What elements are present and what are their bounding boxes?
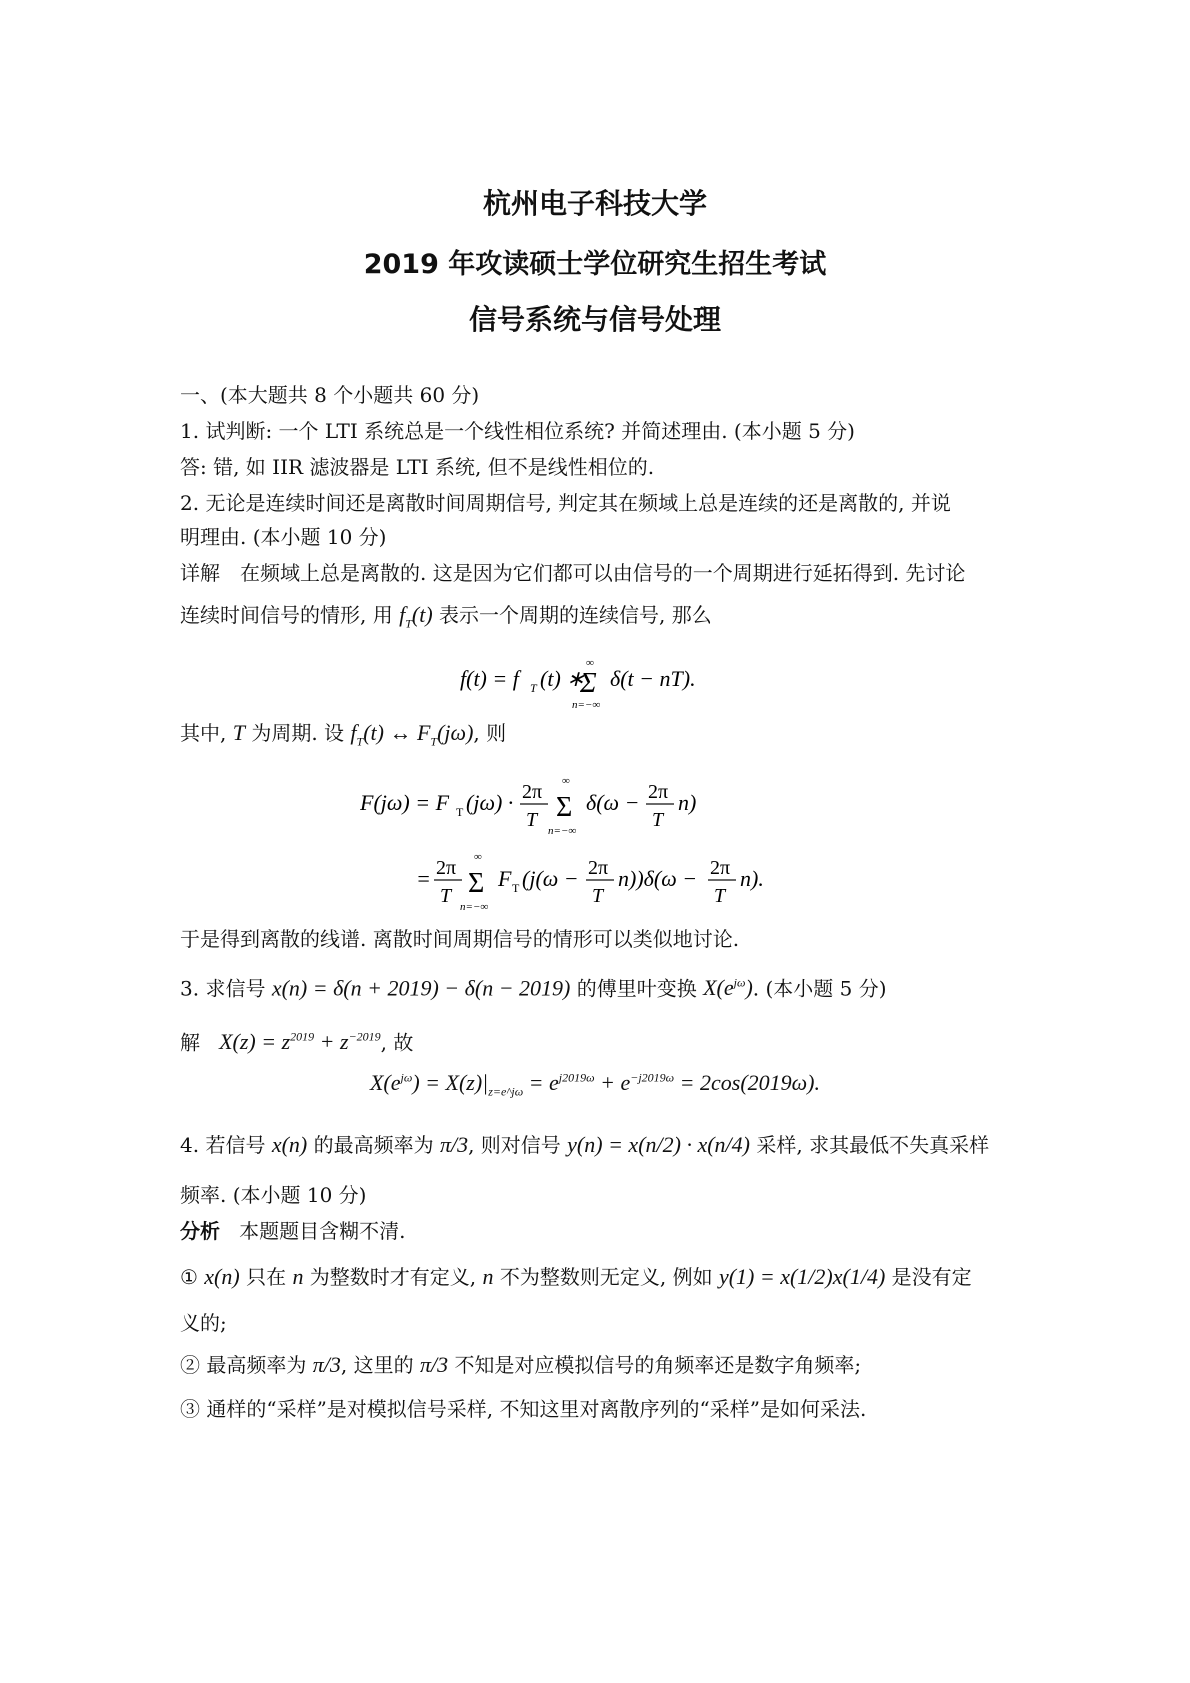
q3-sol-label: 解 [180, 1030, 200, 1055]
svg-text:(j(ω −: (j(ω − [522, 866, 579, 891]
q3-sol-text: , 故 [380, 1030, 414, 1055]
q4-text-b: 的最高频率为 [313, 1133, 434, 1157]
svg-text:F(jω) = F: F(jω) = F [360, 790, 450, 815]
svg-text:Σ: Σ [556, 792, 573, 823]
svg-text:2π: 2π [436, 857, 457, 879]
p1-text-b: 只在 [246, 1265, 287, 1289]
q4-analysis-label: 分析 [180, 1219, 220, 1243]
section-heading: 一、(本大题共 8 个小题共 60 分) [180, 383, 480, 407]
p1-n1: n [292, 1264, 304, 1289]
q2-question-line2: 明理由. (本小题 10 分) [180, 525, 387, 549]
q3-solution [180, 1022, 413, 1057]
svg-text:(t) ∗: (t) ∗ [540, 666, 585, 691]
q4-question [180, 1130, 989, 1160]
q2-detail-line2 [180, 600, 712, 638]
q3-text-c: . (本小题 5 分) [752, 976, 887, 1001]
svg-text:δ(t − nT).: δ(t − nT). [610, 666, 696, 691]
q1-question: 1. 试判断: 一个 LTI 系统总是一个线性相位系统? 并简述理由. (本小题 5 分) [180, 419, 855, 443]
p2-text-b: , 这里的 [340, 1353, 414, 1377]
p2-text-c: 不知是对应模拟信号的角频率还是数字角频率; [454, 1353, 862, 1377]
svg-text:2π: 2π [522, 781, 543, 803]
p1-y1: y(1) = x(1/2)x(1/4) [718, 1264, 886, 1289]
p1-xn: x(n) [204, 1264, 240, 1289]
svg-text:T: T [512, 881, 520, 895]
where-text-b: 为周期. 设 [251, 721, 345, 745]
q2-detail-text-a: 连续时间信号的情形, 用 [180, 603, 393, 627]
q2-question-line1: 2. 无论是连续时间还是离散时间周期信号, 判定其在频域上总是连续的还是离散的, 并说 [180, 491, 951, 515]
q4-text-c: , 则对信号 [468, 1133, 561, 1157]
svg-text:δ(ω −: δ(ω − [586, 790, 640, 815]
q3-signal: x(n) = δ(n + 2019) − δ(n − 2019) [271, 975, 571, 1001]
svg-text:T: T [530, 681, 537, 695]
p1-bullet: ① [180, 1265, 198, 1289]
q2-detail-text-b: 表示一个周期的连续信号, 那么 [439, 603, 712, 627]
q4-point1 [180, 1262, 972, 1292]
svg-text:T: T [456, 805, 464, 819]
q4-pi3: π/3 [439, 1132, 469, 1157]
where-text-c: , 则 [473, 721, 507, 745]
q4-point3: ③ 通样的“采样”是对模拟信号采样, 不知这里对离散序列的“采样”是如何采法. [180, 1397, 867, 1421]
svg-text:Σ: Σ [580, 668, 597, 699]
svg-text:n))δ(ω −: n))δ(ω − [618, 866, 698, 891]
q4-point2 [180, 1350, 861, 1380]
q3-Xz: $X(z) = z^{2019} + z^{-2019}$ [219, 1029, 381, 1055]
q2-where-line [180, 718, 506, 756]
svg-text:2π: 2π [588, 857, 609, 879]
equation-3-graphic [416, 846, 776, 918]
q2-equation-3 [416, 846, 776, 922]
school-title: 杭州电子科技大学 [482, 187, 707, 220]
p1-text-e: 是没有定 [891, 1265, 972, 1289]
p2-pi3a: π/3 [312, 1352, 341, 1377]
q2-fT-inline: $f_T(t)$ [399, 602, 433, 631]
equation-1-graphic [460, 652, 730, 712]
p1-text-c: 为整数时才有定义, [309, 1265, 477, 1289]
svg-text:T: T [652, 809, 664, 831]
svg-text:∞: ∞ [562, 775, 570, 787]
q4-yn: y(n) = x(n/2) · x(n/4) [567, 1132, 750, 1157]
svg-text:∞: ∞ [586, 657, 594, 669]
svg-text:2π: 2π [710, 857, 731, 879]
svg-text:Σ: Σ [468, 868, 485, 899]
svg-text:n=−∞: n=−∞ [548, 825, 577, 837]
q4-question-line2: 频率. (本小题 10 分) [180, 1183, 367, 1207]
q3-text-a: 3. 求信号 [180, 976, 266, 1001]
where-T: T [232, 720, 245, 745]
q2-detail-line1: 详解 在频域上总是离散的. 这是因为它们都可以由信号的一个周期进行延拓得到. 先讨论 [180, 561, 966, 585]
svg-text:T: T [440, 885, 452, 907]
q4-analysis [180, 1216, 405, 1246]
svg-text:n).: n). [740, 866, 764, 891]
subject-title: 信号系统与信号处理 [468, 303, 721, 336]
p1-n2: n [482, 1264, 494, 1289]
q2-equation-2 [360, 770, 820, 846]
svg-text:2π: 2π [648, 781, 669, 803]
where-text-a: 其中, [180, 721, 227, 745]
q2-equation-1 [0, 652, 1190, 712]
svg-text:=: = [416, 866, 431, 891]
svg-text:f(t) = f: f(t) = f [460, 666, 519, 691]
q2-conclusion: 于是得到离散的线谱. 离散时间周期信号的情形可以类似地讨论. [180, 927, 740, 951]
q4-analysis-text: 本题题目含糊不清. [239, 1219, 406, 1243]
svg-text:∞: ∞ [474, 851, 482, 863]
p2-pi3b: π/3 [419, 1352, 449, 1377]
q3-transform: $X(e^{j\omega})$ [703, 975, 753, 1001]
svg-text:T: T [592, 885, 604, 907]
svg-text:T: T [526, 809, 538, 831]
svg-text:n): n) [678, 790, 697, 815]
svg-text:(jω) ·: (jω) · [466, 790, 514, 815]
svg-text:n=−∞: n=−∞ [460, 901, 489, 913]
svg-text:T: T [714, 885, 726, 907]
svg-text:F: F [498, 866, 512, 891]
q4-text-d: 采样, 求其最低不失真采样 [756, 1133, 990, 1157]
p2-text-a: ② 最高频率为 [180, 1353, 307, 1377]
where-pair: $f_T(t)$ ↔ $F_T(j\omega)$ [350, 720, 474, 749]
q4-xn: x(n) [271, 1132, 308, 1157]
q3-text-b: 的傅里叶变换 [576, 976, 697, 1001]
exam-title: 2019 年攻读硕士学位研究生招生考试 [363, 249, 827, 280]
p1-text-d: 不为整数则无定义, 例如 [499, 1265, 713, 1289]
svg-text:n=−∞: n=−∞ [572, 699, 601, 711]
equation-2-graphic [360, 770, 820, 842]
q3-equation: $X(e^{j\omega}) = X(z)|_{z=e\^{}j\omega} = e^{j2019\omega} + e^{-j2019\omega} = 2\cos(2019\omega)$. [369, 1070, 820, 1099]
q4-text-a: 4. 若信号 [180, 1133, 266, 1157]
q3-question [180, 968, 887, 1003]
q1-answer: 答: 错, 如 IIR 滤波器是 LTI 系统, 但不是线性相位的. [180, 455, 655, 479]
q4-point1-line2: 义的; [180, 1311, 227, 1335]
